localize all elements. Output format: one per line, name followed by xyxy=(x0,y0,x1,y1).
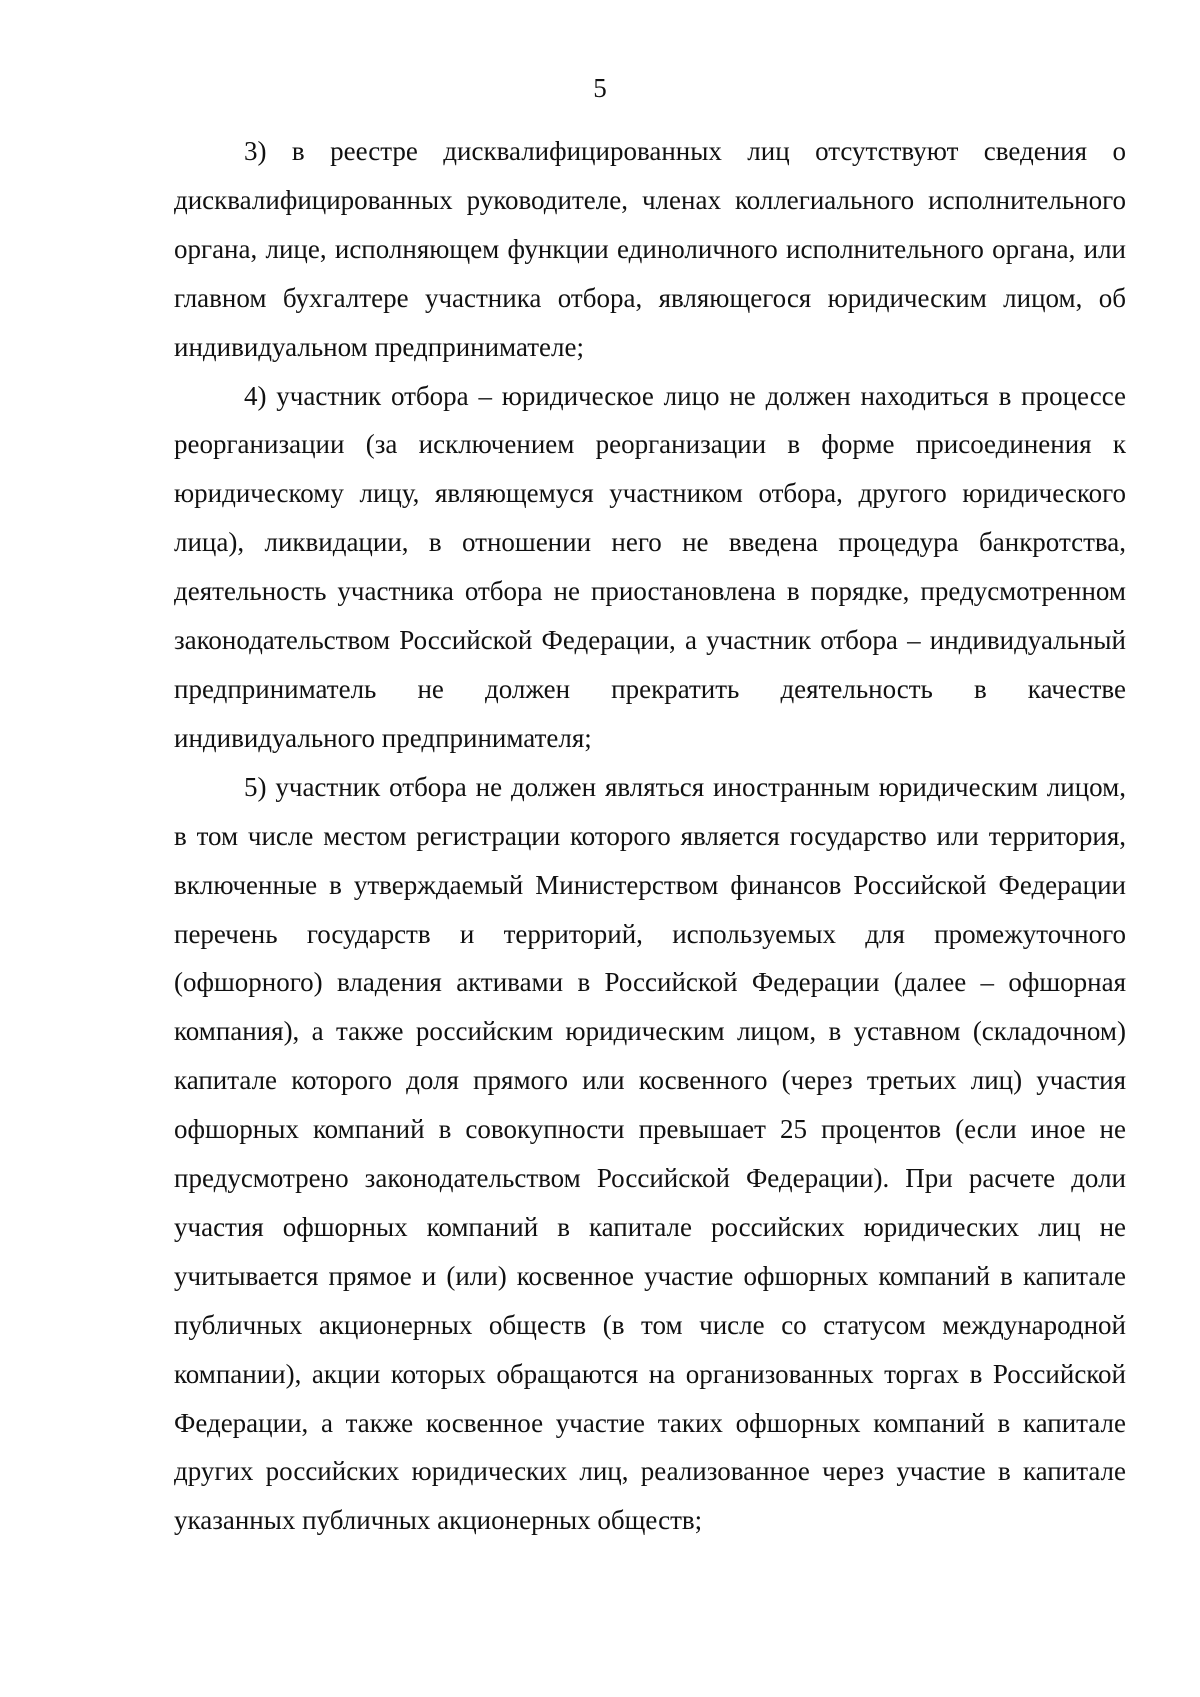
document-body xyxy=(174,127,1126,1545)
paragraph-item-3: 3) в реестре дисквалифицированных лиц отсутствуют сведения о дисквалифицированных руководителе, членах коллегиального исполнительного органа, лице, исполняющем функции единоличного исполнительного органа, или главном бухгалтере участника отбора, являющегося юридическим лицом, об индивидуальном предпринимателе; xyxy=(174,136,1126,362)
page-number: 5 xyxy=(593,73,607,103)
paragraph-item-5: 5) участник отбора не должен являться иностранным юридическим лицом, в том числе местом регистрации которого является государство или территория, включенные в утверждаемый Министерством финансов Российской Федерации перечень государств и территорий, используемых для промежуточного (офшорного) владения активами в Российской Федерации (далее – офшорная компания), а также российским юридическим лицом, в уставном (складочном) капитале которого доля прямого или косвенного (через третьих лиц) участия офшорных компаний в совокупности превышает 25 процентов (если иное не предусмотрено законодательством Российской Федерации). При расчете доли участия офшорных компаний в капитале российских юридических лиц не учитывается прямое и (или) косвенное участие офшорных компаний в капитале публичных акционерных обществ (в том числе со статусом международной компании), акции которых обращаются на организованных торгах в Российской Федерации, а также косвенное участие таких офшорных компаний в капитале других российских юридических лиц, реализованное через участие в капитале указанных публичных акционерных обществ; xyxy=(174,771,1126,1536)
paragraph-item-4: 4) участник отбора – юридическое лицо не должен находиться в процессе реорганизации (за исключением реорганизации в форме присоединения к юридическому лицу, являющемуся участником отбора, другого юридического лица), ликвидации, в отношении него не введена процедура банкротства, деятельность участника отбора не приостановлена в порядке, предусмотренном законодательством Российской Федерации, а участник отбора – индивидуальный предприниматель не должен прекратить деятельность в качестве индивидуального предпринимателя; xyxy=(174,380,1126,753)
